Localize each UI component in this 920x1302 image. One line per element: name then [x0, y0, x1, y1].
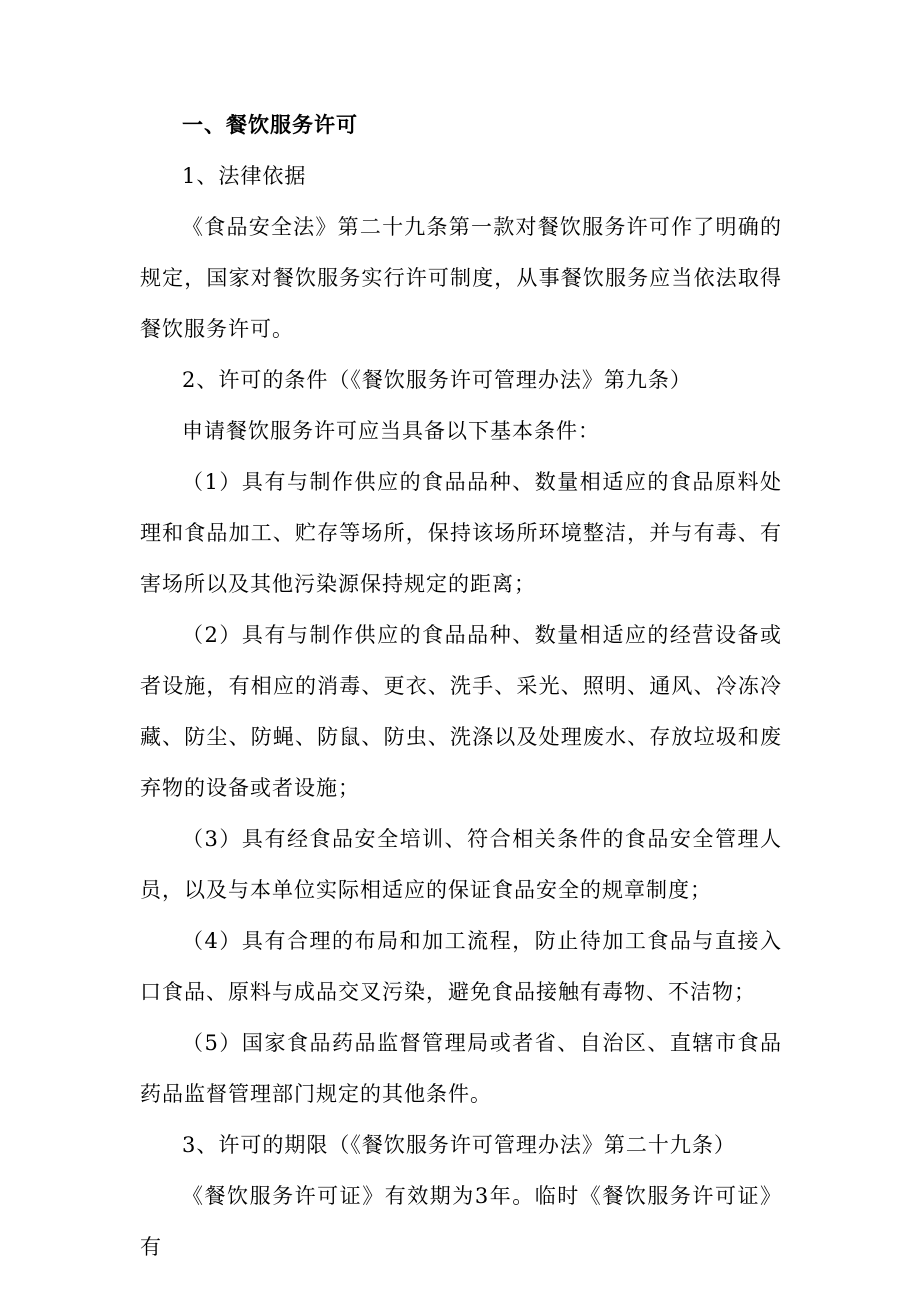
paragraph-condition-4: （4）具有合理的布局和加工流程，防止待加工食品与直接入口食品、原料与成品交叉污染，避免食品接触有毒物、不洁物；	[140, 929, 782, 1004]
paragraph-conditions-intro: 申请餐饮服务许可应当具备以下基本条件：	[182, 419, 600, 443]
paragraph-legal-basis-title: 1、法律依据	[182, 164, 307, 188]
document-page	[140, 100, 782, 1273]
paragraph-term: 《餐饮服务许可证》有效期为3年。临时《餐饮服务许可证》有	[140, 1184, 782, 1259]
paragraph-condition-1: （1）具有与制作供应的食品品种、数量相适应的食品原料处理和食品加工、贮存等场所，保持该场所环境整洁，并与有毒、有害场所以及其他污染源保持规定的距离；	[140, 470, 782, 596]
section-heading: 一、餐饮服务许可	[182, 113, 358, 137]
paragraph-legal-basis: 《食品安全法》第二十九条第一款对餐饮服务许可作了明确的规定，国家对餐饮服务实行许可制度，从事餐饮服务应当依法取得餐饮服务许可。	[140, 215, 782, 341]
paragraph-condition-2: （2）具有与制作供应的食品品种、数量相适应的经营设备或者设施，有相应的消毒、更衣、洗手、采光、照明、通风、冷冻冷藏、防尘、防蝇、防鼠、防虫、洗涤以及处理废水、存放垃圾和废弃物的设备或者设施；	[140, 623, 782, 800]
paragraph-conditions-title: 2、许可的条件（《餐饮服务许可管理办法》第九条）	[182, 368, 692, 392]
paragraph-term-title: 3、许可的期限（《餐饮服务许可管理办法》第二十九条）	[182, 1133, 736, 1157]
paragraph-condition-5: （5）国家食品药品监督管理局或者省、自治区、直辖市食品药品监督管理部门规定的其他条件。	[140, 1031, 782, 1106]
paragraph-condition-3: （3）具有经食品安全培训、符合相关条件的食品安全管理人员，以及与本单位实际相适应的保证食品安全的规章制度；	[140, 827, 782, 902]
